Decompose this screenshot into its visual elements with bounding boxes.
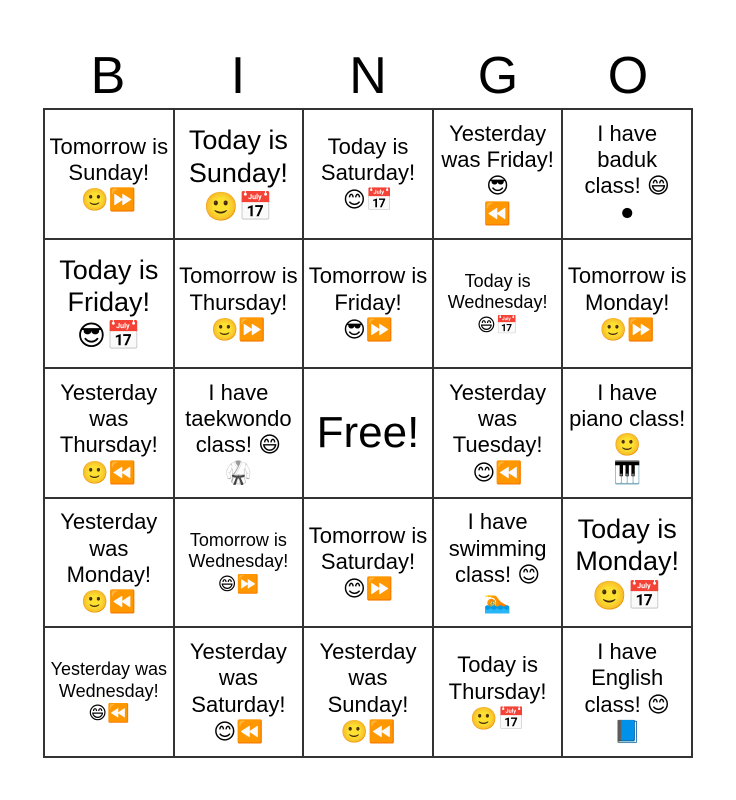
- cell-text: Today is Sunday!: [188, 125, 288, 188]
- bingo-cell[interactable]: [562, 239, 692, 369]
- bingo-cell[interactable]: [44, 498, 174, 628]
- cell-text: Today is Saturday!: [320, 133, 416, 186]
- cell-emoji-icon: 😄📅: [477, 314, 519, 335]
- free-space-cell[interactable]: [303, 368, 433, 498]
- cell-text: I have baduk class! 😄: [584, 120, 670, 199]
- bingo-cell[interactable]: [174, 627, 304, 757]
- bingo-cell[interactable]: [174, 368, 304, 498]
- bingo-cell[interactable]: [303, 109, 433, 239]
- bingo-cell[interactable]: [44, 109, 174, 239]
- header-letter-n: N: [349, 47, 387, 105]
- cell-text: I have swimming class! 😊: [448, 509, 547, 588]
- header-letter-b: B: [90, 47, 126, 105]
- bingo-cell[interactable]: [174, 498, 304, 628]
- cell-text: Tomorrow is Sunday!: [49, 133, 169, 186]
- cell-text: Tomorrow is Saturday!: [308, 522, 428, 574]
- cell-text: Today is Thursday!: [448, 652, 547, 704]
- bingo-cell[interactable]: [562, 627, 692, 757]
- cell-text: Today is Friday!: [59, 254, 159, 318]
- bingo-cell[interactable]: [433, 109, 563, 239]
- cell-emoji-icon: 😄⏪: [88, 703, 130, 724]
- cell-text: Tomorrow is Wednesday!: [188, 529, 289, 572]
- bingo-cell[interactable]: [562, 498, 692, 628]
- cell-emoji-icon: 🙂⏪: [81, 459, 137, 485]
- bingo-header: [43, 44, 693, 108]
- bingo-cell[interactable]: [303, 498, 433, 628]
- cell-text: I have piano class! 🙂: [569, 379, 686, 458]
- cell-emoji-icon: 🙂⏩: [599, 317, 655, 343]
- cell-emoji-icon: 😊📅: [342, 187, 394, 213]
- bingo-cell[interactable]: [562, 368, 692, 498]
- cell-text: Tomorrow is Thursday!: [179, 263, 298, 315]
- cell-emoji-icon: 🙂📅: [203, 190, 274, 222]
- cell-text: Today is Monday!: [575, 513, 679, 577]
- bingo-cell[interactable]: [433, 627, 563, 757]
- bingo-cell[interactable]: [44, 627, 174, 757]
- cell-emoji-icon: 🙂⏩: [210, 317, 266, 343]
- cell-text: I have taekwondo class! 😄: [185, 379, 292, 458]
- cell-emoji-icon: 📘: [613, 719, 641, 745]
- cell-text: Tomorrow is Friday!: [308, 263, 428, 315]
- cell-emoji-icon: 😊⏩: [342, 576, 394, 602]
- cell-emoji-icon: 😎📅: [76, 320, 141, 352]
- header-letter-o: O: [607, 47, 649, 105]
- cell-emoji-icon: ⚫: [617, 200, 637, 226]
- cell-emoji-icon: 🏊: [483, 589, 512, 615]
- cell-text: Today is Wednesday!: [447, 270, 548, 313]
- cell-emoji-icon: 🙂⏪: [81, 589, 137, 615]
- cell-text: Yesterday was Monday!: [60, 509, 158, 588]
- cell-text: Yesterday was Wednesday!: [50, 659, 167, 701]
- cell-text: Yesterday was Thursday!: [59, 379, 158, 458]
- cell-text: Tomorrow is Monday!: [567, 263, 687, 315]
- cell-emoji-icon: 🙂⏪: [340, 719, 396, 745]
- bingo-cell[interactable]: [303, 627, 433, 757]
- cell-emoji-icon: 🙂📅: [470, 705, 525, 731]
- cell-emoji-icon: 😎⏩: [342, 317, 394, 343]
- cell-text: I have English class! 😊: [584, 638, 670, 717]
- bingo-cell[interactable]: [303, 239, 433, 369]
- cell-text: Yesterday was Saturday!: [189, 638, 287, 717]
- cell-emoji-icon: 🎹: [613, 459, 641, 485]
- cell-emoji-icon: 🙂⏩: [81, 187, 137, 213]
- header-letter-g: G: [477, 47, 519, 105]
- bingo-cell[interactable]: [174, 239, 304, 369]
- cell-emoji-icon: 😊⏪: [213, 719, 264, 745]
- bingo-cell[interactable]: [44, 368, 174, 498]
- bingo-cell[interactable]: [433, 239, 563, 369]
- bingo-cell[interactable]: [433, 368, 563, 498]
- cell-emoji-icon: 😊⏪: [472, 459, 523, 485]
- free-space-text: Free!: [316, 407, 420, 457]
- bingo-grid: [43, 108, 693, 758]
- cell-text: Yesterday was Friday! 😎: [441, 120, 554, 199]
- header-letter-i: I: [230, 47, 246, 105]
- cell-emoji-icon: ⏪: [483, 200, 512, 226]
- bingo-cell[interactable]: [433, 498, 563, 628]
- bingo-cell[interactable]: [562, 109, 692, 239]
- bingo-cell[interactable]: [174, 109, 304, 239]
- cell-emoji-icon: 🥋: [224, 459, 253, 485]
- cell-text: Yesterday was Sunday!: [319, 638, 417, 717]
- cell-emoji-icon: 🙂📅: [592, 579, 663, 611]
- cell-text: Yesterday was Tuesday!: [449, 379, 547, 458]
- cell-emoji-icon: 😄⏩: [217, 573, 259, 594]
- bingo-cell[interactable]: [44, 239, 174, 369]
